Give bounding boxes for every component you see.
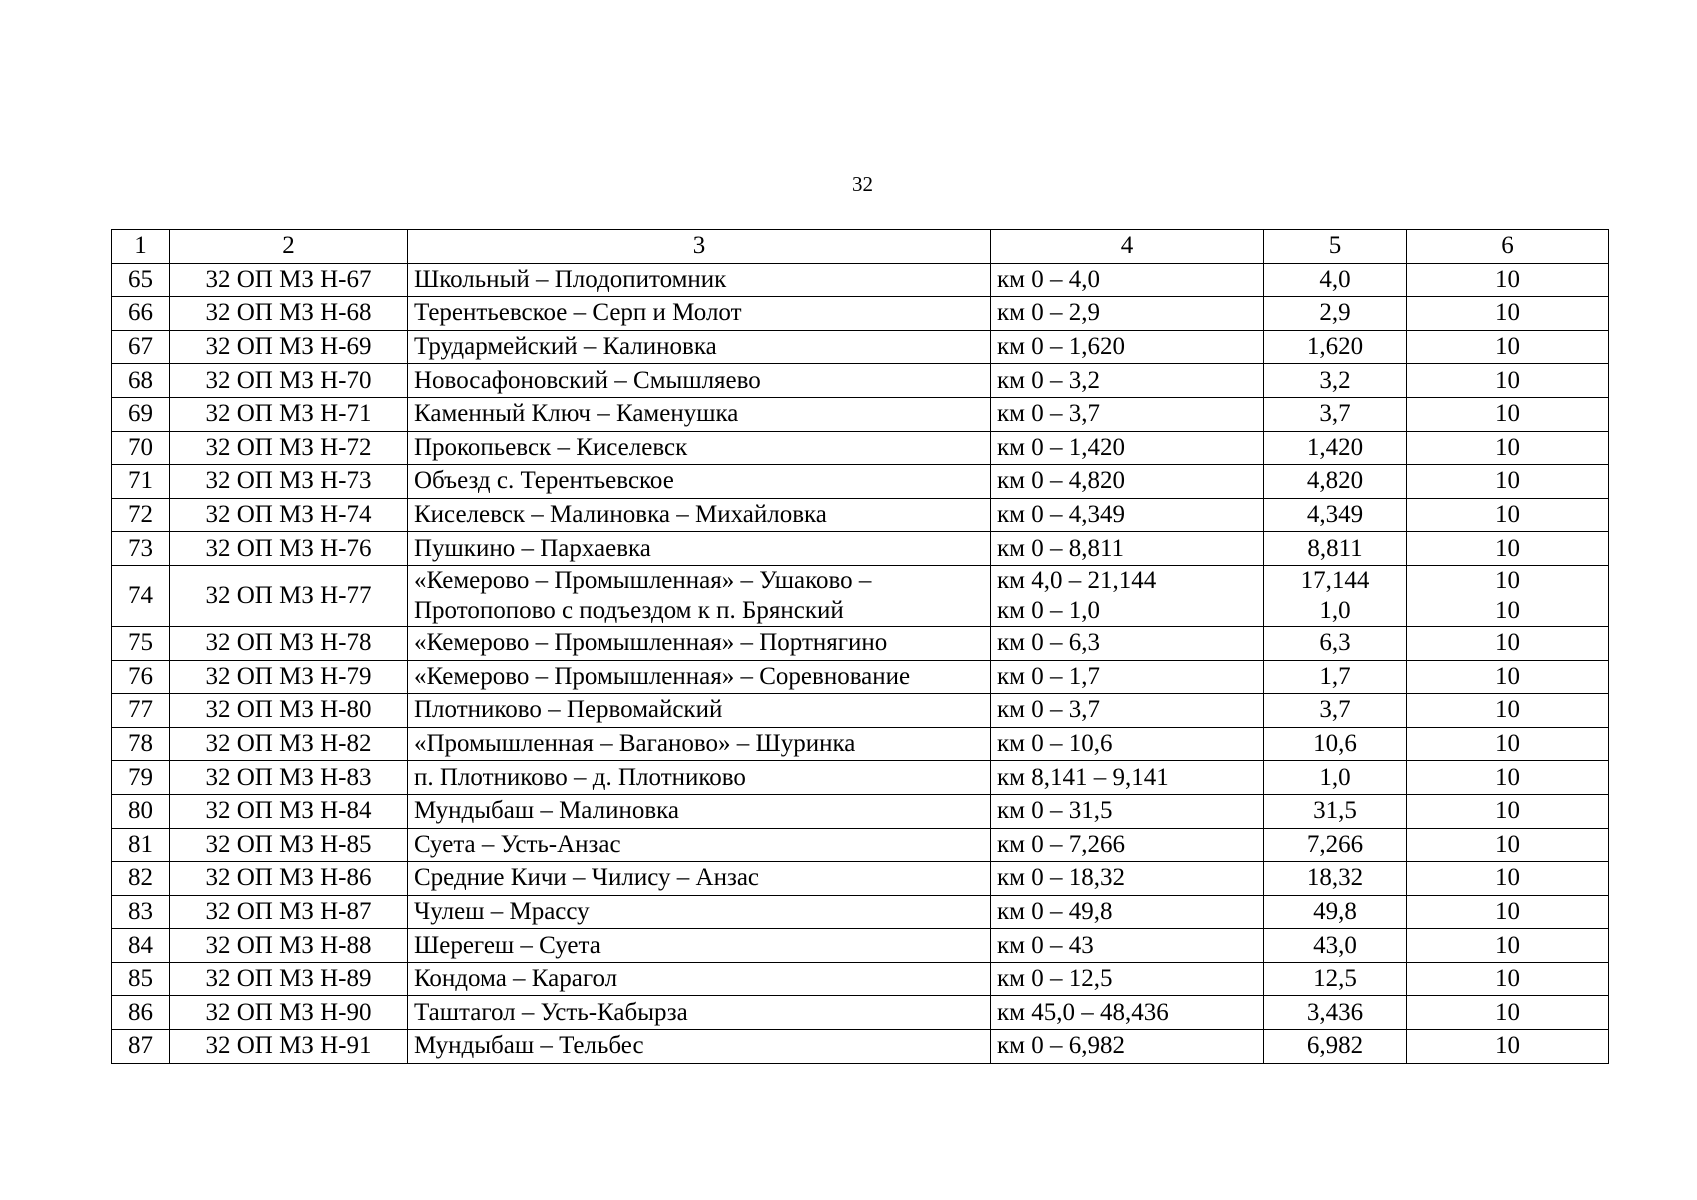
road-category	[1407, 364, 1609, 398]
road-length	[1264, 465, 1407, 499]
road-category	[1407, 761, 1609, 795]
row-number: 68	[112, 364, 170, 398]
road-name	[408, 397, 991, 431]
km-range	[991, 532, 1264, 566]
road-category-line: 10	[1495, 797, 1520, 825]
road-category	[1407, 465, 1609, 499]
table-row	[112, 297, 1609, 331]
road-name-line: Кондома – Карагол	[414, 965, 618, 993]
road-category-line: 10	[1495, 629, 1520, 657]
road-length	[1264, 498, 1407, 532]
row-number: 75	[112, 626, 170, 660]
km-range	[991, 929, 1264, 963]
road-code: 32 ОП МЗ Н-74	[170, 498, 408, 532]
table-row	[112, 761, 1609, 795]
km-range-line: км 0 – 6,982	[997, 1032, 1125, 1060]
road-category-line: 10	[1495, 366, 1520, 394]
row-number: 72	[112, 498, 170, 532]
row-number: 82	[112, 862, 170, 896]
road-category	[1407, 532, 1609, 566]
km-range	[991, 761, 1264, 795]
km-range	[991, 626, 1264, 660]
road-name-line: Прокопьевск – Киселевск	[414, 433, 688, 461]
km-range	[991, 895, 1264, 929]
roads-table	[111, 229, 1609, 1064]
header-col-5: 5	[1264, 230, 1407, 264]
road-category	[1407, 498, 1609, 532]
road-name	[408, 263, 991, 297]
road-code: 32 ОП МЗ Н-78	[170, 626, 408, 660]
road-length	[1264, 862, 1407, 896]
road-name	[408, 431, 991, 465]
road-code: 32 ОП МЗ Н-67	[170, 263, 408, 297]
road-category-line: 10	[1495, 830, 1520, 858]
km-range	[991, 465, 1264, 499]
road-category	[1407, 727, 1609, 761]
header-col-2: 2	[170, 230, 408, 264]
km-range	[991, 431, 1264, 465]
road-category-line: 10	[1495, 730, 1520, 758]
table-row	[112, 431, 1609, 465]
table-row	[112, 929, 1609, 963]
road-code: 32 ОП МЗ Н-68	[170, 297, 408, 331]
row-number: 81	[112, 828, 170, 862]
road-name-line: Чулеш – Мрассу	[414, 897, 590, 925]
km-range-line: км 0 – 3,7	[997, 400, 1100, 428]
km-range	[991, 498, 1264, 532]
table-row	[112, 364, 1609, 398]
road-length	[1264, 1030, 1407, 1064]
table-row	[112, 498, 1609, 532]
road-category-line: 10	[1495, 265, 1520, 293]
road-category	[1407, 297, 1609, 331]
km-range	[991, 565, 1264, 626]
road-length	[1264, 761, 1407, 795]
road-length-line: 6,3	[1319, 629, 1351, 657]
road-name	[408, 498, 991, 532]
road-length	[1264, 996, 1407, 1030]
row-number: 65	[112, 263, 170, 297]
row-number: 85	[112, 962, 170, 996]
km-range	[991, 794, 1264, 828]
road-name-line: Мундыбаш – Малиновка	[414, 797, 680, 825]
km-range-line: км 0 – 1,420	[997, 433, 1125, 461]
road-length	[1264, 330, 1407, 364]
road-length-line: 4,0	[1319, 265, 1351, 293]
road-name-line: Таштагол – Усть-Кабырза	[414, 998, 688, 1026]
road-category	[1407, 694, 1609, 728]
road-category-line: 10	[1495, 467, 1520, 495]
row-number: 76	[112, 660, 170, 694]
road-name	[408, 895, 991, 929]
road-length-line: 7,266	[1306, 830, 1364, 858]
road-length-line: 17,144	[1300, 566, 1370, 594]
road-name	[408, 694, 991, 728]
km-range	[991, 694, 1264, 728]
road-length-line: 3,7	[1319, 696, 1351, 724]
road-category-line: 10	[1495, 400, 1520, 428]
road-length	[1264, 263, 1407, 297]
header-col-6: 6	[1407, 230, 1609, 264]
road-category-line: 10	[1495, 696, 1520, 724]
road-code: 32 ОП МЗ Н-86	[170, 862, 408, 896]
road-code: 32 ОП МЗ Н-83	[170, 761, 408, 795]
road-length-line: 18,32	[1306, 864, 1364, 892]
km-range	[991, 364, 1264, 398]
row-number: 79	[112, 761, 170, 795]
road-category	[1407, 895, 1609, 929]
road-name	[408, 465, 991, 499]
road-category	[1407, 330, 1609, 364]
km-range-line: км 0 – 2,9	[997, 299, 1100, 327]
road-code: 32 ОП МЗ Н-84	[170, 794, 408, 828]
road-category-line: 10	[1495, 299, 1520, 327]
road-code: 32 ОП МЗ Н-91	[170, 1030, 408, 1064]
road-length-line: 1,0	[1319, 763, 1351, 791]
km-range-line: км 0 – 49,8	[997, 897, 1113, 925]
road-name	[408, 626, 991, 660]
km-range-line: км 8,141 – 9,141	[997, 763, 1169, 791]
road-length-line: 3,2	[1319, 366, 1351, 394]
km-range-line: км 4,0 – 21,144	[997, 566, 1157, 594]
km-range	[991, 330, 1264, 364]
road-code: 32 ОП МЗ Н-71	[170, 397, 408, 431]
road-category	[1407, 397, 1609, 431]
table-row	[112, 565, 1609, 626]
road-category	[1407, 996, 1609, 1030]
road-length	[1264, 397, 1407, 431]
road-name	[408, 929, 991, 963]
road-code: 32 ОП МЗ Н-88	[170, 929, 408, 963]
road-length	[1264, 626, 1407, 660]
road-length-line: 43,0	[1313, 931, 1357, 959]
road-code: 32 ОП МЗ Н-87	[170, 895, 408, 929]
km-range-line: км 0 – 8,811	[997, 534, 1125, 562]
road-code: 32 ОП МЗ Н-80	[170, 694, 408, 728]
road-length	[1264, 660, 1407, 694]
road-name-line: п. Плотниково – д. Плотниково	[414, 763, 746, 791]
road-length	[1264, 962, 1407, 996]
road-name	[408, 862, 991, 896]
km-range-line: км 0 – 4,0	[997, 265, 1100, 293]
road-length-line: 10,6	[1313, 730, 1357, 758]
road-name-line: «Кемерово – Промышленная» – Соревнование	[414, 662, 911, 690]
road-category-line: 10	[1495, 566, 1520, 594]
road-code: 32 ОП МЗ Н-90	[170, 996, 408, 1030]
km-range-line: км 0 – 18,32	[997, 864, 1125, 892]
road-length-line: 4,349	[1306, 501, 1364, 529]
road-name	[408, 364, 991, 398]
road-length	[1264, 297, 1407, 331]
road-code: 32 ОП МЗ Н-77	[170, 565, 408, 626]
km-range-line: км 0 – 1,7	[997, 662, 1100, 690]
road-code: 32 ОП МЗ Н-89	[170, 962, 408, 996]
road-length-line: 31,5	[1313, 797, 1357, 825]
km-range	[991, 660, 1264, 694]
table-row	[112, 1030, 1609, 1064]
km-range-line: км 0 – 4,349	[997, 501, 1125, 529]
row-number: 84	[112, 929, 170, 963]
road-name	[408, 794, 991, 828]
header-row	[112, 230, 1609, 264]
road-length	[1264, 929, 1407, 963]
header-col-1: 1	[112, 230, 170, 264]
road-length-line: 3,436	[1306, 998, 1364, 1026]
road-name-line: «Кемерово – Промышленная» – Портнягино	[414, 629, 888, 657]
km-range	[991, 297, 1264, 331]
road-length	[1264, 727, 1407, 761]
table-row	[112, 727, 1609, 761]
road-category	[1407, 431, 1609, 465]
page-number: 32	[852, 172, 873, 196]
road-name-line: Терентьевское – Серп и Молот	[414, 299, 742, 327]
road-category	[1407, 1030, 1609, 1064]
road-name-line: Трудармейский – Калиновка	[414, 333, 717, 361]
road-length	[1264, 532, 1407, 566]
row-number: 80	[112, 794, 170, 828]
row-number: 78	[112, 727, 170, 761]
road-category-line: 10	[1495, 931, 1520, 959]
table-row	[112, 263, 1609, 297]
row-number: 73	[112, 532, 170, 566]
table-row	[112, 397, 1609, 431]
road-category-line: 10	[1495, 897, 1520, 925]
km-range	[991, 862, 1264, 896]
road-name	[408, 565, 991, 626]
road-name	[408, 660, 991, 694]
road-category-line: 10	[1495, 965, 1520, 993]
road-length-line: 1,420	[1306, 433, 1364, 461]
km-range	[991, 397, 1264, 431]
table-row	[112, 330, 1609, 364]
road-code: 32 ОП МЗ Н-69	[170, 330, 408, 364]
km-range-line: км 45,0 – 48,436	[997, 998, 1169, 1026]
km-range-line: км 0 – 12,5	[997, 965, 1113, 993]
km-range-line: км 0 – 6,3	[997, 629, 1100, 657]
road-length-line: 3,7	[1319, 400, 1351, 428]
row-number: 70	[112, 431, 170, 465]
road-name-line: Школьный – Плодопитомник	[414, 265, 727, 293]
table-row	[112, 794, 1609, 828]
table-row	[112, 895, 1609, 929]
road-category-line: 10	[1495, 763, 1520, 791]
road-category-line: 10	[1495, 433, 1520, 461]
row-number: 74	[112, 565, 170, 626]
road-code: 32 ОП МЗ Н-79	[170, 660, 408, 694]
km-range	[991, 962, 1264, 996]
road-category	[1407, 626, 1609, 660]
road-name	[408, 962, 991, 996]
table-row	[112, 962, 1609, 996]
row-number: 67	[112, 330, 170, 364]
road-name-line: Шерегеш – Суета	[414, 931, 601, 959]
table-row	[112, 828, 1609, 862]
table-row	[112, 660, 1609, 694]
road-name	[408, 330, 991, 364]
road-category-line: 10	[1495, 998, 1520, 1026]
road-category-line: 10	[1495, 662, 1520, 690]
km-range	[991, 828, 1264, 862]
road-name	[408, 727, 991, 761]
road-category	[1407, 962, 1609, 996]
table-row	[112, 532, 1609, 566]
header-col-4: 4	[991, 230, 1264, 264]
road-category	[1407, 263, 1609, 297]
km-range-line: км 0 – 3,7	[997, 696, 1100, 724]
road-name-line: Суета – Усть-Анзас	[414, 830, 621, 858]
road-name-line: Киселевск – Малиновка – Михайловка	[414, 501, 827, 529]
road-category-line: 10	[1495, 596, 1520, 624]
road-length-line: 1,0	[1319, 596, 1351, 624]
road-length-line: 1,620	[1306, 333, 1364, 361]
road-name-line: «Промышленная – Ваганово» – Шуринка	[414, 730, 856, 758]
road-name-line: Объезд с. Терентьевское	[414, 467, 674, 495]
km-range-line: км 0 – 3,2	[997, 366, 1100, 394]
table-row	[112, 465, 1609, 499]
road-length-line: 6,982	[1306, 1032, 1364, 1060]
table-header	[112, 230, 1609, 264]
km-range-line: км 0 – 7,266	[997, 830, 1125, 858]
road-code: 32 ОП МЗ Н-73	[170, 465, 408, 499]
road-length	[1264, 694, 1407, 728]
road-name-line: Новосафоновский – Смышляево	[414, 366, 761, 394]
road-length	[1264, 364, 1407, 398]
road-length-line: 1,7	[1319, 662, 1351, 690]
row-number: 69	[112, 397, 170, 431]
km-range	[991, 1030, 1264, 1064]
km-range	[991, 996, 1264, 1030]
row-number: 77	[112, 694, 170, 728]
row-number: 86	[112, 996, 170, 1030]
road-length-line: 12,5	[1313, 965, 1357, 993]
road-length-line: 2,9	[1319, 299, 1351, 327]
road-category-line: 10	[1495, 534, 1520, 562]
road-name	[408, 297, 991, 331]
road-category-line: 10	[1495, 333, 1520, 361]
road-category	[1407, 794, 1609, 828]
road-length-line: 49,8	[1313, 897, 1357, 925]
road-name	[408, 532, 991, 566]
table-row	[112, 862, 1609, 896]
km-range	[991, 263, 1264, 297]
road-length	[1264, 565, 1407, 626]
road-length-line: 4,820	[1306, 467, 1364, 495]
row-number: 83	[112, 895, 170, 929]
road-length	[1264, 794, 1407, 828]
road-length	[1264, 828, 1407, 862]
road-category	[1407, 929, 1609, 963]
road-code: 32 ОП МЗ Н-85	[170, 828, 408, 862]
road-code: 32 ОП МЗ Н-82	[170, 727, 408, 761]
road-name-line: Плотниково – Первомайский	[414, 696, 723, 724]
km-range-line: км 0 – 31,5	[997, 797, 1113, 825]
road-category	[1407, 660, 1609, 694]
row-number: 71	[112, 465, 170, 499]
road-length	[1264, 895, 1407, 929]
road-category-line: 10	[1495, 864, 1520, 892]
road-name	[408, 828, 991, 862]
road-name-line: Средние Кичи – Чилису – Анзас	[414, 864, 760, 892]
table-row	[112, 996, 1609, 1030]
road-category	[1407, 862, 1609, 896]
road-name	[408, 761, 991, 795]
road-category-line: 10	[1495, 501, 1520, 529]
km-range-line: км 0 – 1,0	[997, 596, 1100, 624]
road-name	[408, 1030, 991, 1064]
table-body	[112, 263, 1609, 1063]
km-range-line: км 0 – 1,620	[997, 333, 1125, 361]
road-name-line: Пушкино – Пархаевка	[414, 534, 651, 562]
header-col-3: 3	[408, 230, 991, 264]
road-name	[408, 996, 991, 1030]
km-range	[991, 727, 1264, 761]
table-row	[112, 694, 1609, 728]
road-name-line: Каменный Ключ – Каменушка	[414, 400, 739, 428]
road-length	[1264, 431, 1407, 465]
road-name-line: Протопопово с подъездом к п. Брянский	[414, 596, 844, 624]
km-range-line: км 0 – 43	[997, 931, 1094, 959]
road-code: 32 ОП МЗ Н-72	[170, 431, 408, 465]
road-category-line: 10	[1495, 1032, 1520, 1060]
road-code: 32 ОП МЗ Н-76	[170, 532, 408, 566]
row-number: 66	[112, 297, 170, 331]
km-range-line: км 0 – 4,820	[997, 467, 1125, 495]
road-code: 32 ОП МЗ Н-70	[170, 364, 408, 398]
table-row	[112, 626, 1609, 660]
road-length-line: 8,811	[1307, 534, 1363, 562]
road-category	[1407, 828, 1609, 862]
km-range-line: км 0 – 10,6	[997, 730, 1113, 758]
row-number: 87	[112, 1030, 170, 1064]
road-category	[1407, 565, 1609, 626]
road-name-line: «Кемерово – Промышленная» – Ушаково –	[414, 566, 872, 594]
road-name-line: Мундыбаш – Тельбес	[414, 1032, 644, 1060]
